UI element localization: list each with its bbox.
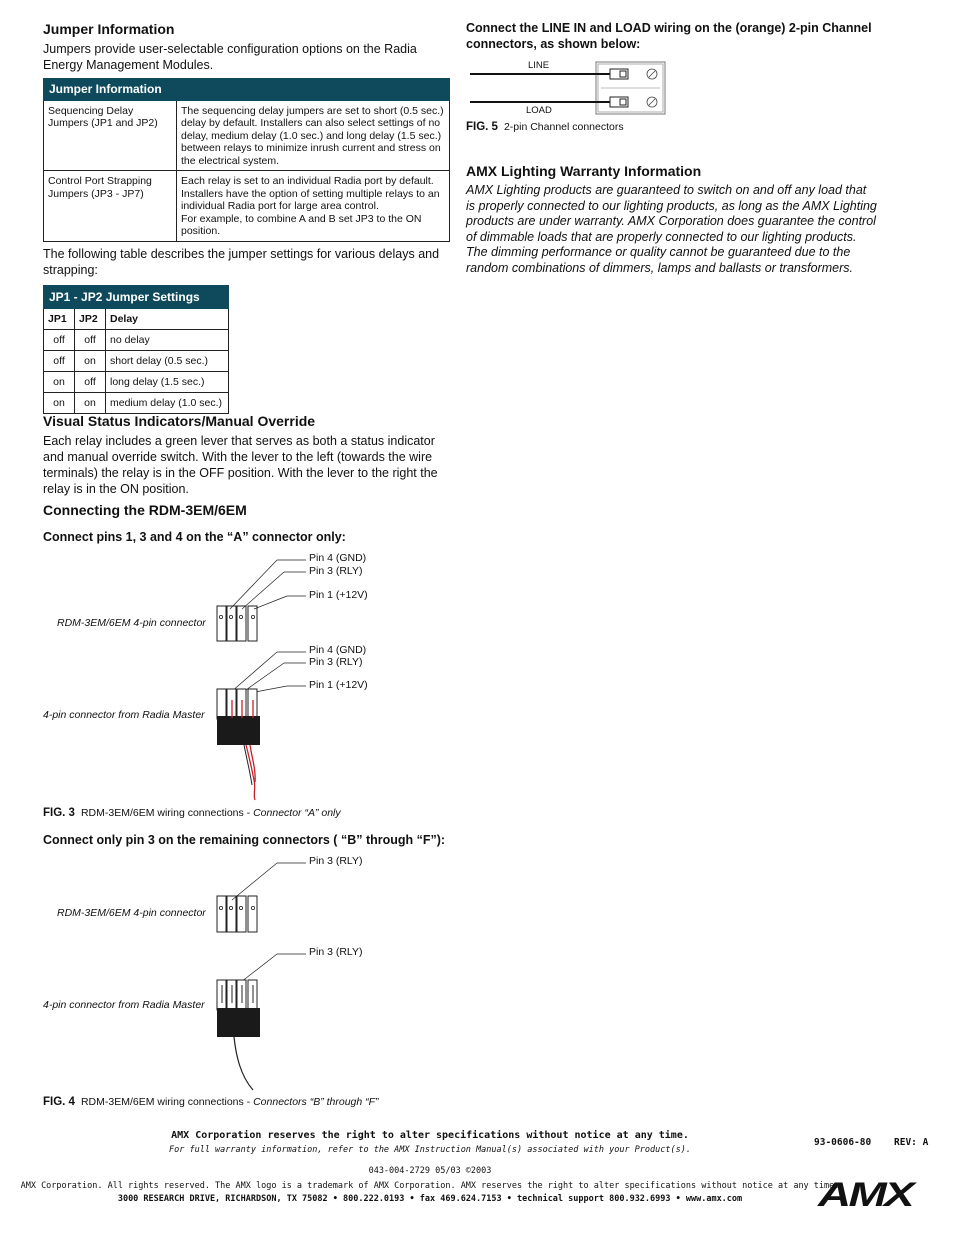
jp-header: JP2 (75, 309, 106, 330)
jp-cell: on (75, 393, 106, 414)
fig3-rdm-connector-label: RDM-3EM/6EM 4-pin connector (57, 617, 206, 629)
fig4-rdm-connector-label: RDM-3EM/6EM 4-pin connector (57, 907, 206, 919)
footer-rights: AMX Corporation. All rights reserved. The AMX logo is a trademark of AMX Corporation. AMX reserves the right to alter specifications without notice at any time. (20, 1181, 840, 1191)
fig4-master-connector-label: 4-pin connector from Radia Master (43, 999, 205, 1011)
jp-cell: on (44, 393, 75, 414)
jumper-table-title: Jumper Information (44, 79, 450, 101)
jumper-row-name: Sequencing Delay Jumpers (JP1 and JP2) (44, 100, 177, 171)
jp-cell: off (75, 330, 106, 351)
footer-address: 3000 RESEARCH DRIVE, RICHARDSON, TX 75082 • 800.222.0193 • fax 469.624.7153 • technical support 800.932.6993 • www.amx.com (117, 1194, 743, 1204)
jumper-row-desc: Each relay is set to an individual Radia port by default. Installers have the option of setting multiple relays to an individual Radia port for large area control. For example, to combine A and B set JP3 to the ON position. (177, 171, 450, 242)
jp-cell: short delay (0.5 sec.) (106, 351, 229, 372)
fig5-line-label: LINE (528, 60, 550, 71)
jp-cell: off (44, 351, 75, 372)
fig3-wiring-diagram (0, 545, 420, 810)
fig5-caption: FIG. 5 2-pin Channel connectors (466, 121, 624, 133)
fig4-pin3-label: Pin 3 (RLY) (309, 855, 363, 867)
jumper-heading: Jumper Information (43, 21, 175, 37)
connecting-sub-a: Connect pins 1, 3 and 4 on the “A” connector only: (43, 530, 346, 544)
jp-settings-table (43, 285, 229, 414)
jp-cell: medium delay (1.0 sec.) (106, 393, 229, 414)
fig3-master-connector-label: 4-pin connector from Radia Master (43, 709, 205, 721)
jumper-intro: Jumpers provide user-selectable configuration options on the Radia Energy Management Modules. (43, 42, 417, 72)
fig3-pin4-label-lower: Pin 4 (GND) (309, 644, 367, 656)
fig3-pin4-label: Pin 4 (GND) (309, 552, 367, 564)
fig3-pin3-label-lower: Pin 3 (RLY) (309, 656, 363, 668)
visual-text: Each relay includes a green lever that serves as both a status indicator and manual override switch. With the lever to the left (towards the wire terminals) the relay is in the OFF position. With the lever to the right the relay is in the ON position. (43, 434, 438, 496)
connecting-heading: Connecting the RDM-3EM/6EM (43, 502, 247, 518)
warranty-text: AMX Lighting products are guaranteed to switch on and off any load that is properly connected to our lighting products, as long as the AMX Lighting products are under warranty. AMX Corporation does guarantee the control of dimmable loads that are properly connected to our lighting products. The dimming performance or quality cannot be guaranteed due to the random combinations of dimmers, lamps and ballasts or transformers. (466, 183, 877, 275)
fig5-channel-connector-diagram (470, 58, 670, 118)
jp-cell: off (75, 372, 106, 393)
fig5-load-label: LOAD (526, 105, 552, 116)
jumper-row-name: Control Port Strapping Jumpers (JP3 - JP7) (44, 171, 177, 242)
fig3-pin3-label: Pin 3 (RLY) (309, 565, 363, 577)
footer-warranty-ref: For full warranty information, refer to the AMX Instruction Manual(s) associated with your Product(s). (169, 1145, 691, 1155)
connecting-sub-b: Connect only pin 3 on the remaining connectors ( “B” through “F”): (43, 833, 446, 847)
fig3-pin1-label: Pin 1 (+12V) (309, 589, 368, 601)
jp-table-title: JP1 - JP2 Jumper Settings (44, 286, 229, 309)
jp-header: JP1 (44, 309, 75, 330)
jp-cell: long delay (1.5 sec.) (106, 372, 229, 393)
jumper-information-table (43, 78, 450, 242)
footer-part-number: 043-004-2729 05/03 ©2003 (368, 1166, 492, 1176)
jp-header: Delay (106, 309, 229, 330)
jp-cell: on (75, 351, 106, 372)
jp-cell: on (44, 372, 75, 393)
jumper-following-text: The following table describes the jumper settings for various delays and strapping: (43, 247, 440, 277)
fig4-wiring-diagram (0, 850, 420, 1095)
amx-logo: AMX (818, 1176, 912, 1214)
jp-cell: no delay (106, 330, 229, 351)
warranty-heading: AMX Lighting Warranty Information (466, 163, 702, 179)
jumper-row-desc: The sequencing delay jumpers are set to short (0.5 sec.) delay by default. Installers can also select settings of no delay, medium delay (1.0 sec.) and long delay (1.5 sec.) between relays to minimize inrush current and stress on the electrical system. (177, 100, 450, 171)
line-load-heading: Connect the LINE IN and LOAD wiring on the (orange) 2-pin Channel connectors, as shown below: (466, 21, 872, 51)
footer-revision: REV: A (894, 1137, 929, 1148)
footer-reserve: AMX Corporation reserves the right to alter specifications without notice at any time. (171, 1130, 689, 1141)
footer-doc-number: 93-0606-80 (814, 1137, 872, 1148)
fig4-pin3-label-lower: Pin 3 (RLY) (309, 946, 363, 958)
fig3-caption: FIG. 3 RDM-3EM/6EM wiring connections - Connector “A” only (43, 807, 341, 819)
fig3-pin1-label-lower: Pin 1 (+12V) (309, 679, 368, 691)
fig4-caption: FIG. 4 RDM-3EM/6EM wiring connections - Connectors “B” through “F” (43, 1096, 379, 1108)
visual-heading: Visual Status Indicators/Manual Override (43, 413, 316, 429)
jp-cell: off (44, 330, 75, 351)
